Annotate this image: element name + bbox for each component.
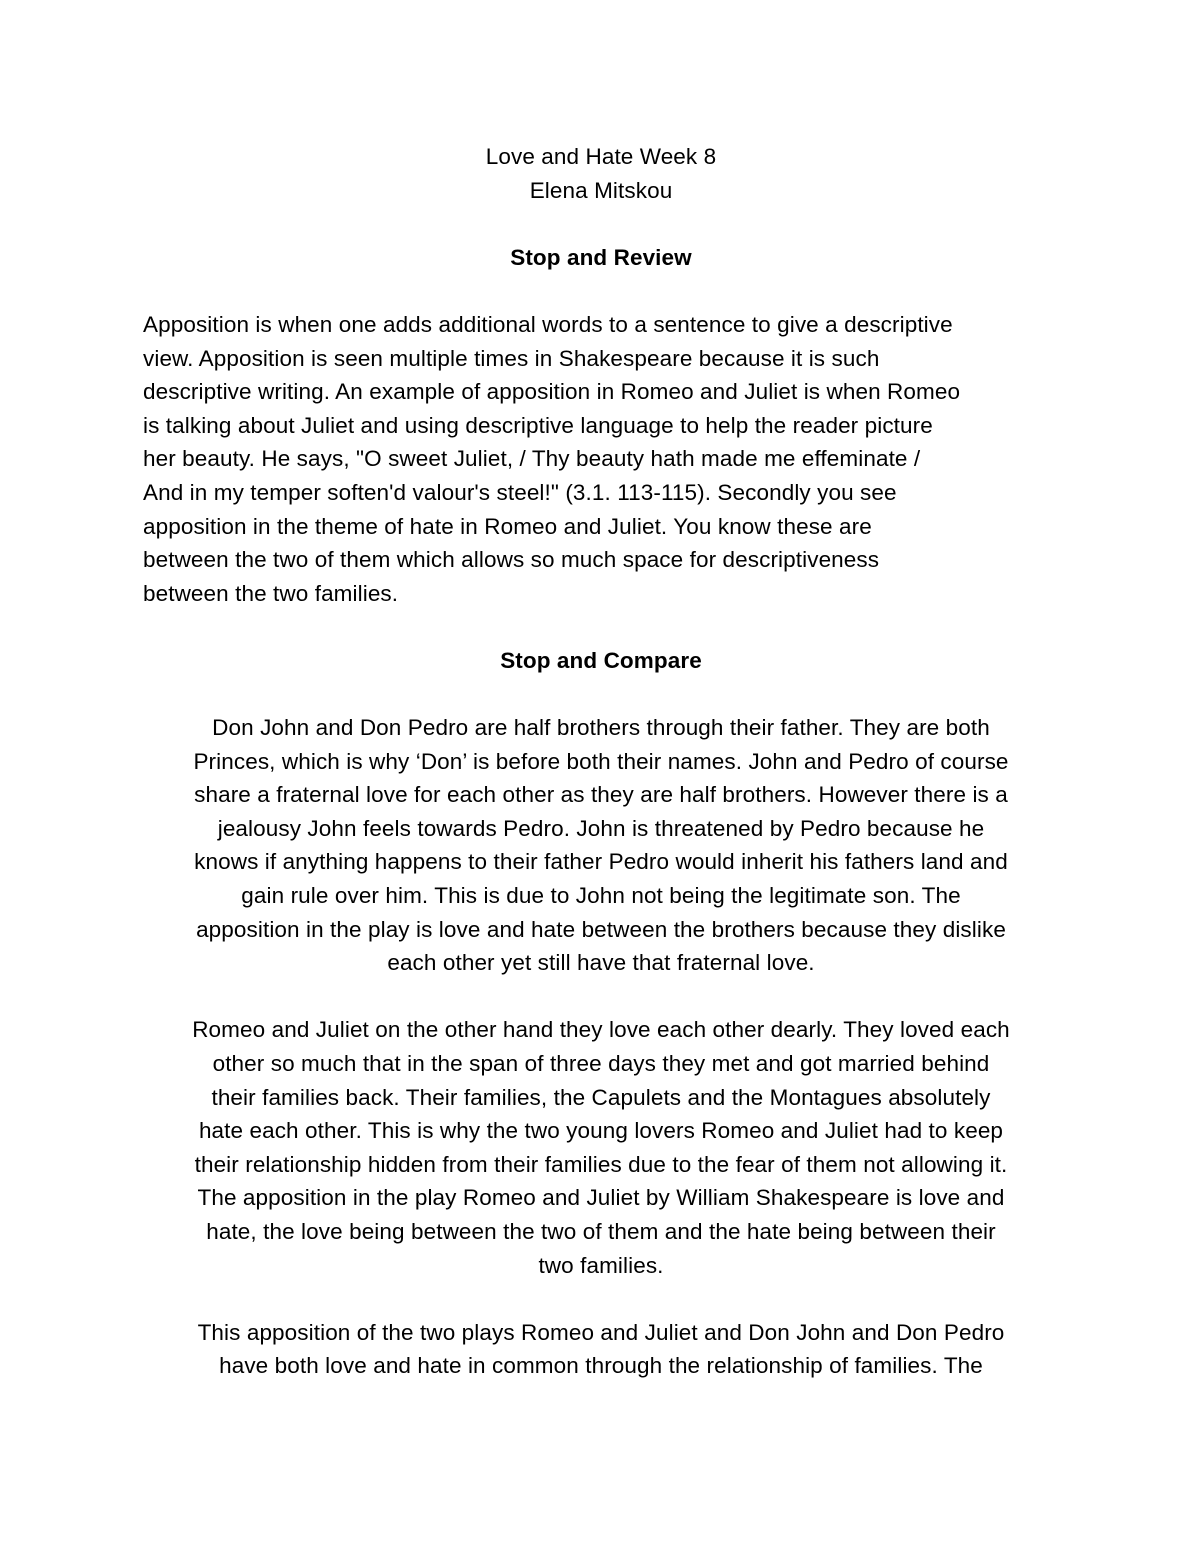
paragraph-line: her beauty. He says, "O sweet Juliet, / Thy beauty hath made me effeminate / (143, 446, 921, 472)
document-body (143, 140, 1059, 1383)
paragraph-don-john-don-pedro (143, 711, 1059, 980)
paragraph-line: their relationship hidden from their families due to the fear of them not allowing it. (194, 1151, 1008, 1177)
paragraph-line: apposition in the play is love and hate between the brothers because they dislike (196, 916, 1006, 942)
spacer (143, 678, 1059, 712)
paragraph-line: Don John and Don Pedro are half brothers through their father. They are both (212, 715, 990, 741)
paragraph-line: hate each other. This is why the two young lovers Romeo and Juliet had to keep (198, 1118, 1004, 1144)
document-header (143, 140, 1059, 207)
section-heading-stop-and-compare: Stop and Compare (500, 647, 702, 673)
paragraph-line: Apposition is when one adds additional words to a sentence to give a descriptive (143, 311, 953, 337)
paragraph-line: Princes, which is why ‘Don’ is before both their names. John and Pedro of course (193, 748, 1009, 774)
section-heading-stop-and-review: Stop and Review (510, 244, 692, 270)
paragraph-line: jealousy John feels towards Pedro. John is threatened by Pedro because he (217, 815, 985, 841)
paragraph-line: apposition in the theme of hate in Romeo and Juliet. You know these are (143, 513, 872, 539)
paragraph-line: between the two of them which allows so much space for descriptiveness (143, 547, 880, 573)
spacer (143, 610, 1059, 644)
paragraph-line: between the two families. (143, 580, 399, 606)
paragraph-conclusion (143, 1316, 1059, 1383)
paragraph-romeo-juliet (143, 1013, 1059, 1282)
document-author: Elena Mitskou (529, 177, 673, 203)
paragraph-line: each other yet still have that fraternal love. (387, 950, 815, 976)
paragraph-line: their families back. Their families, the Capulets and the Montagues absolutely (211, 1084, 991, 1110)
paragraph-line: And in my temper soften'd valour's steel!" (3.1. 113-115). Secondly you see (143, 479, 897, 505)
paragraph-line: descriptive writing. An example of apposition in Romeo and Juliet is when Romeo (143, 379, 961, 405)
spacer (143, 1282, 1059, 1316)
paragraph-apposition-definition (143, 308, 1059, 610)
paragraph-line: two families. (538, 1252, 664, 1278)
document-title: Love and Hate Week 8 (485, 144, 717, 169)
paragraph-line: This apposition of the two plays Romeo and Juliet and Don John and Don Pedro (197, 1319, 1005, 1345)
paragraph-line: The apposition in the play Romeo and Juliet by William Shakespeare is love and (197, 1185, 1005, 1211)
paragraph-line: gain rule over him. This is due to John not being the legitimate son. The (241, 883, 961, 909)
spacer (143, 980, 1059, 1014)
paragraph-line: Romeo and Juliet on the other hand they love each other dearly. They loved each (192, 1017, 1010, 1043)
spacer (143, 207, 1059, 241)
paragraph-line: knows if anything happens to their father Pedro would inherit his fathers land and (194, 849, 1008, 875)
paragraph-line: have both love and hate in common through the relationship of families. The (219, 1353, 983, 1379)
paragraph-line: is talking about Juliet and using descriptive language to help the reader picture (143, 412, 933, 438)
paragraph-line: other so much that in the span of three days they met and got married behind (212, 1051, 990, 1077)
paragraph-line: share a fraternal love for each other as they are half brothers. However there is a (194, 782, 1008, 808)
paragraph-line: view. Apposition is seen multiple times in Shakespeare because it is such (143, 345, 880, 371)
spacer (143, 274, 1059, 308)
paragraph-line: hate, the love being between the two of them and the hate being between their (206, 1219, 996, 1244)
